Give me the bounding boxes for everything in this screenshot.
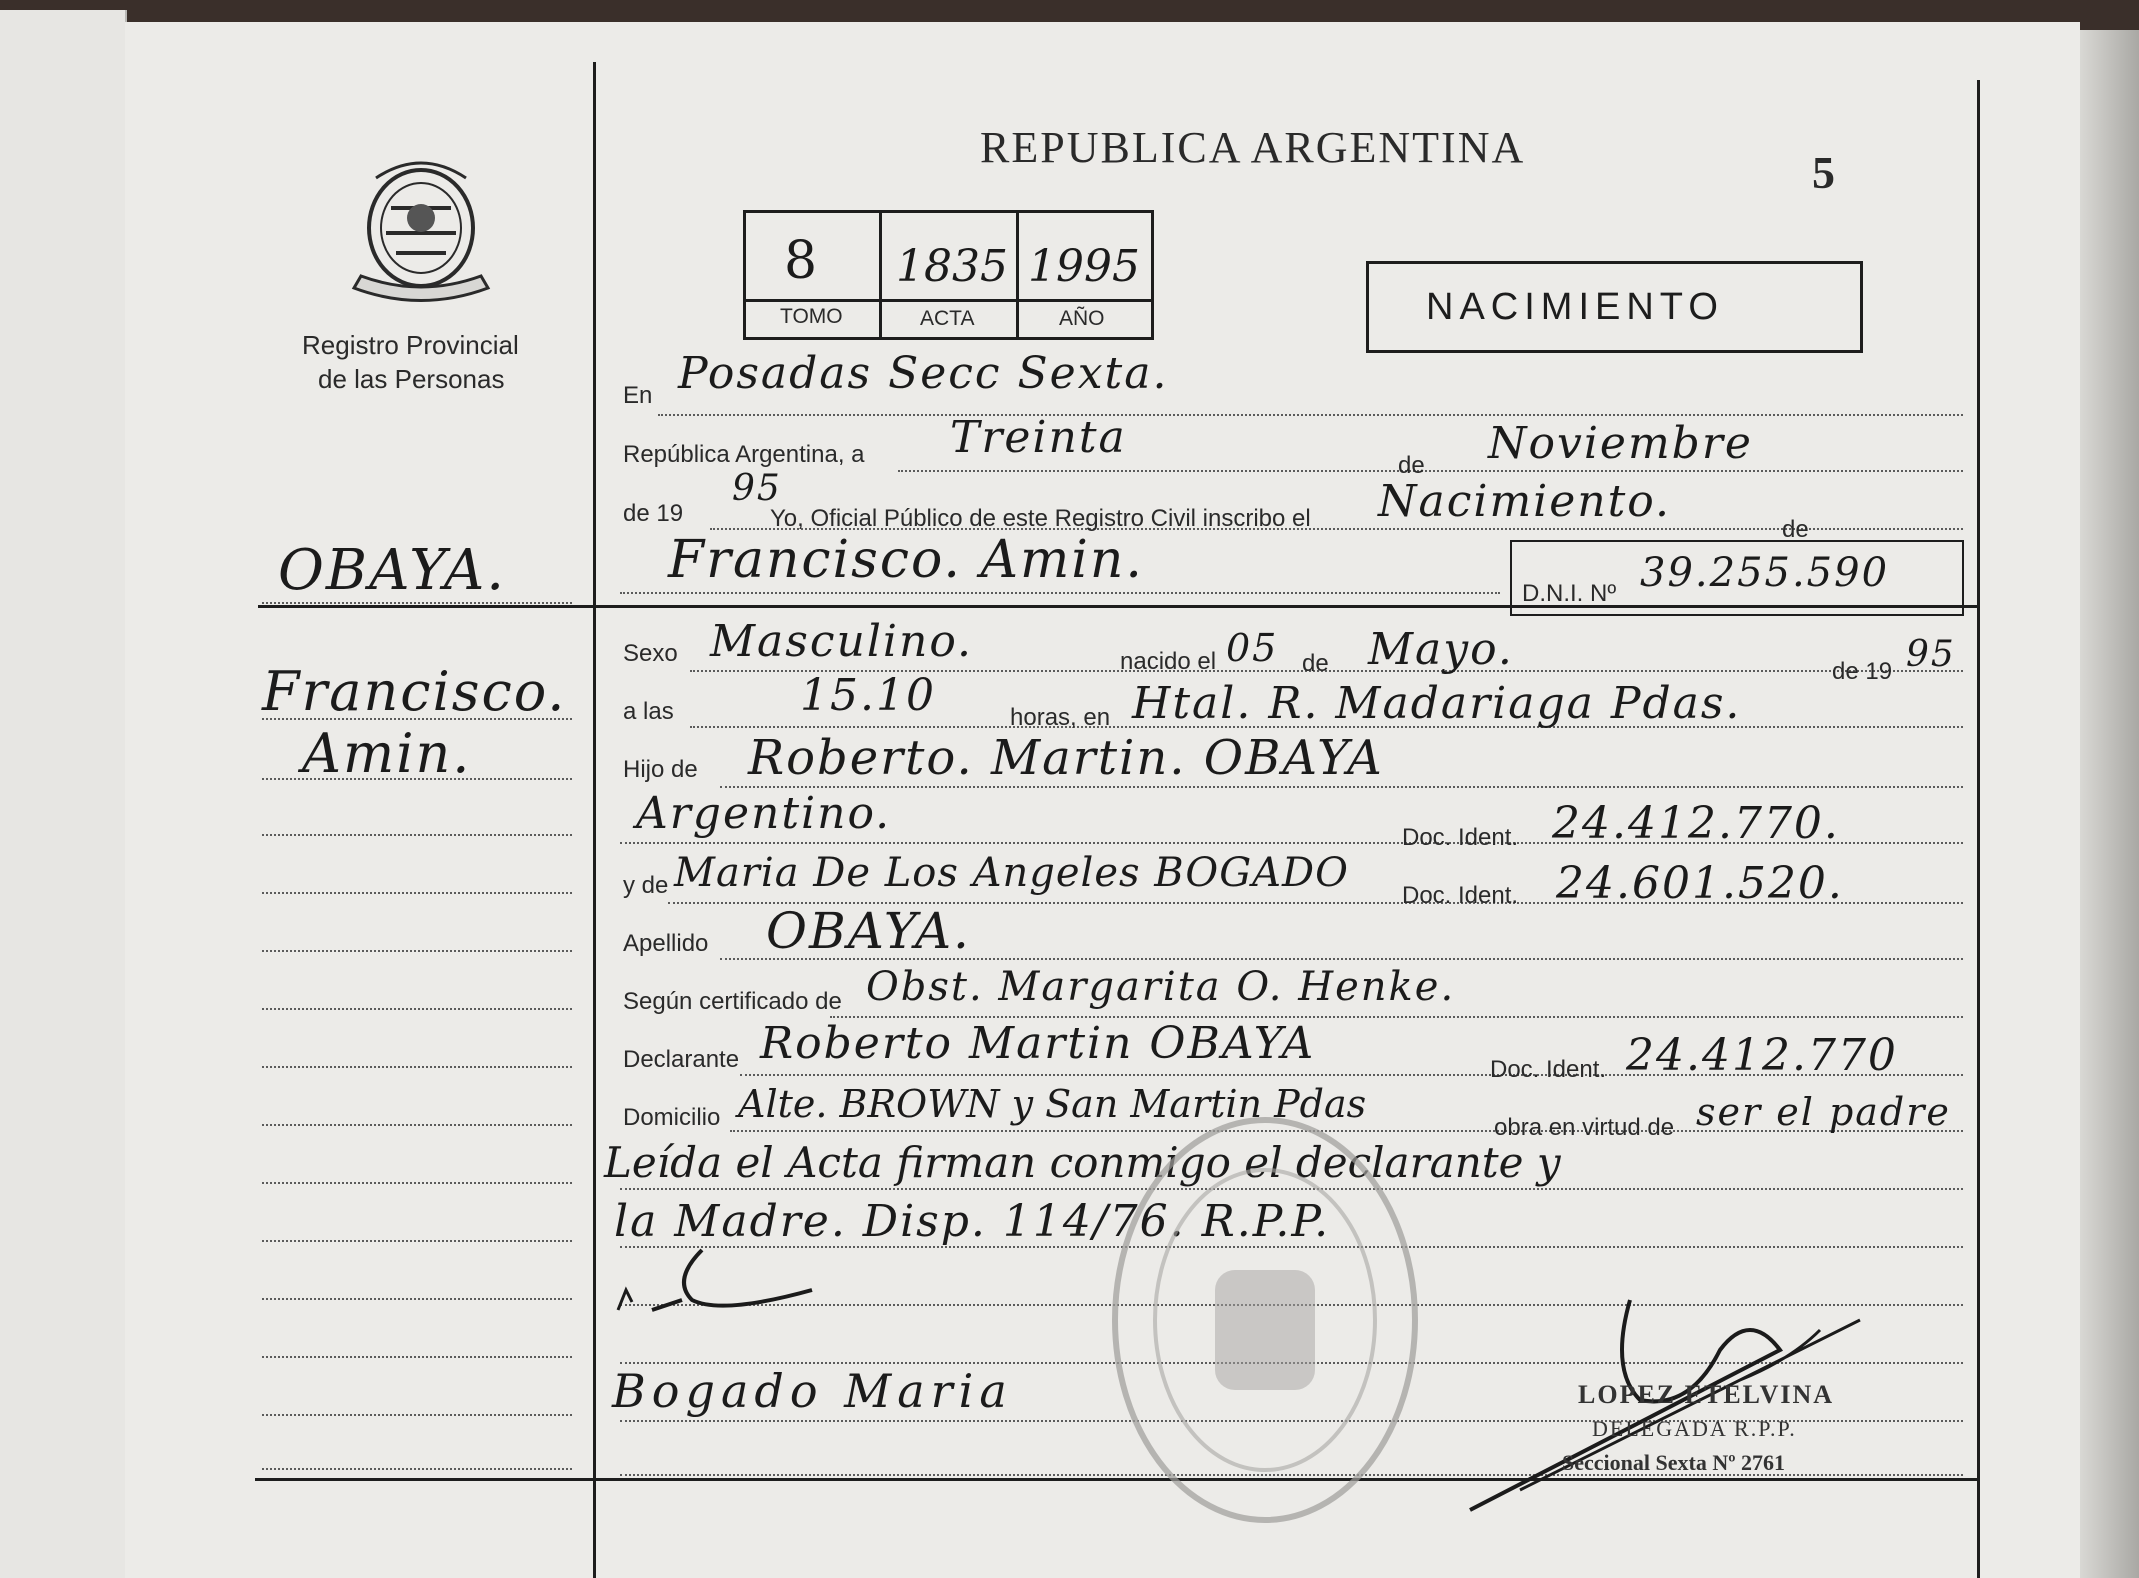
padre-doc-value: 24.412.770.: [1552, 798, 1840, 849]
madre-doc-value: 24.601.520.: [1556, 858, 1844, 909]
inscribo-value: Nacimiento.: [1378, 476, 1672, 527]
doc-label-3: Doc. Ident.: [1490, 1056, 1607, 1083]
mother-signature: Bogado Maria: [612, 1364, 1013, 1418]
en-label: En: [623, 382, 653, 409]
tomo-label: TOMO: [780, 305, 843, 328]
ano-label: AÑO: [1059, 307, 1105, 330]
de-label-2: de: [1782, 516, 1809, 543]
declarante-doc-value: 24.412.770: [1626, 1030, 1898, 1081]
yde-label: y de: [623, 872, 669, 899]
sexo-value: Masculino.: [710, 616, 974, 667]
registrar-role: DELEGADA R.P.P.: [1592, 1416, 1797, 1441]
hijo-label: Hijo de: [623, 756, 698, 783]
sexo-label: Sexo: [623, 640, 678, 667]
month-value: Noviembre: [1488, 418, 1753, 469]
madre-value: Maria De Los Angeles BOGADO: [674, 850, 1349, 896]
obra-label: obra en virtud de: [1494, 1114, 1675, 1141]
column-divider: [593, 62, 596, 1578]
apellido-label: Apellido: [623, 930, 709, 957]
nacido-label: nacido el: [1120, 648, 1217, 675]
declarante-label: Declarante: [623, 1046, 740, 1073]
nacido-month-value: Mayo.: [1368, 624, 1514, 675]
page-number: 5: [1812, 147, 1835, 198]
year-value: 95: [732, 468, 782, 509]
margin-surname: OBAYA.: [278, 538, 507, 603]
horas-label: horas, en: [1010, 704, 1111, 731]
de-label: de: [1398, 452, 1425, 479]
doc-label-2: Doc. Ident.: [1402, 882, 1519, 909]
apellido-value: OBAYA.: [766, 902, 971, 960]
hora-value: 15.10: [800, 670, 936, 721]
de19-label: de 19: [623, 500, 684, 527]
acta-value: 1835: [896, 241, 1008, 292]
domicilio-value: Alte. BROWN y San Martin Pdas: [738, 1082, 1367, 1126]
segun-label: Según certificado de: [623, 988, 842, 1015]
observation-line-2: la Madre. Disp. 114/76. R.P.P.: [614, 1196, 1331, 1247]
doc-label: Doc. Ident.: [1402, 824, 1519, 851]
domicilio-label: Domicilio: [623, 1104, 721, 1131]
acta-label: ACTA: [920, 307, 975, 330]
segun-value: Obst. Margarita O. Henke.: [866, 964, 1456, 1010]
record-reference-box: [743, 210, 1154, 340]
lugar-value: Htal. R. Madariaga Pdas.: [1132, 678, 1742, 729]
ano-value: 1995: [1028, 241, 1140, 292]
right-border: [1977, 80, 1980, 1578]
declarante-value: Roberto Martin OBAYA: [760, 1018, 1316, 1069]
registry-name-line1: Registro Provincial: [302, 330, 519, 360]
padre-value: Roberto. Martin. OBAYA: [748, 730, 1384, 786]
margin-given-name-1: Francisco.: [262, 660, 567, 723]
book-edge: [2080, 30, 2139, 1578]
country-header: REPUBLICA ARGENTINA: [980, 123, 1526, 172]
facing-page: [0, 10, 127, 1578]
nacido-day-value: 05: [1226, 626, 1279, 670]
child-name-value: Francisco. Amin.: [668, 530, 1144, 590]
declarant-signature-icon: [612, 1240, 832, 1340]
padre-nacionalidad: Argentino.: [636, 788, 892, 839]
misiones-seal-icon: [346, 148, 496, 306]
dni-label: D.N.I. Nº: [1522, 580, 1617, 607]
obra-value: ser el padre: [1696, 1090, 1951, 1134]
dni-value: 39.255.590: [1640, 550, 1890, 596]
registrar-name: LOPEZ ETELVINA: [1578, 1380, 1835, 1409]
tomo-value: 8: [784, 231, 820, 291]
record-type-box: [1366, 261, 1863, 353]
alas-label: a las: [623, 698, 674, 725]
nacido-year-value: 95: [1906, 634, 1956, 675]
de19-label-2: de 19: [1832, 658, 1893, 685]
oficial-label: Yo, Oficial Público de este Registro Civil inscribo el: [770, 505, 1311, 532]
de-label-3: de: [1302, 650, 1329, 677]
registrar-office: Seccional Sexta Nº 2761: [1562, 1450, 1785, 1475]
observation-line-1: Leída el Acta firman conmigo el declarante y: [604, 1138, 1561, 1187]
en-value: Posadas Secc Sexta.: [678, 348, 1169, 399]
official-seal-stamp-icon: [1105, 1110, 1425, 1530]
record-type: NACIMIENTO: [1426, 286, 1724, 328]
day-value: Treinta: [950, 412, 1127, 463]
registry-name-line2: de las Personas: [318, 364, 505, 394]
margin-given-name-2: Amin.: [302, 722, 472, 785]
republica-label: República Argentina, a: [623, 441, 865, 468]
